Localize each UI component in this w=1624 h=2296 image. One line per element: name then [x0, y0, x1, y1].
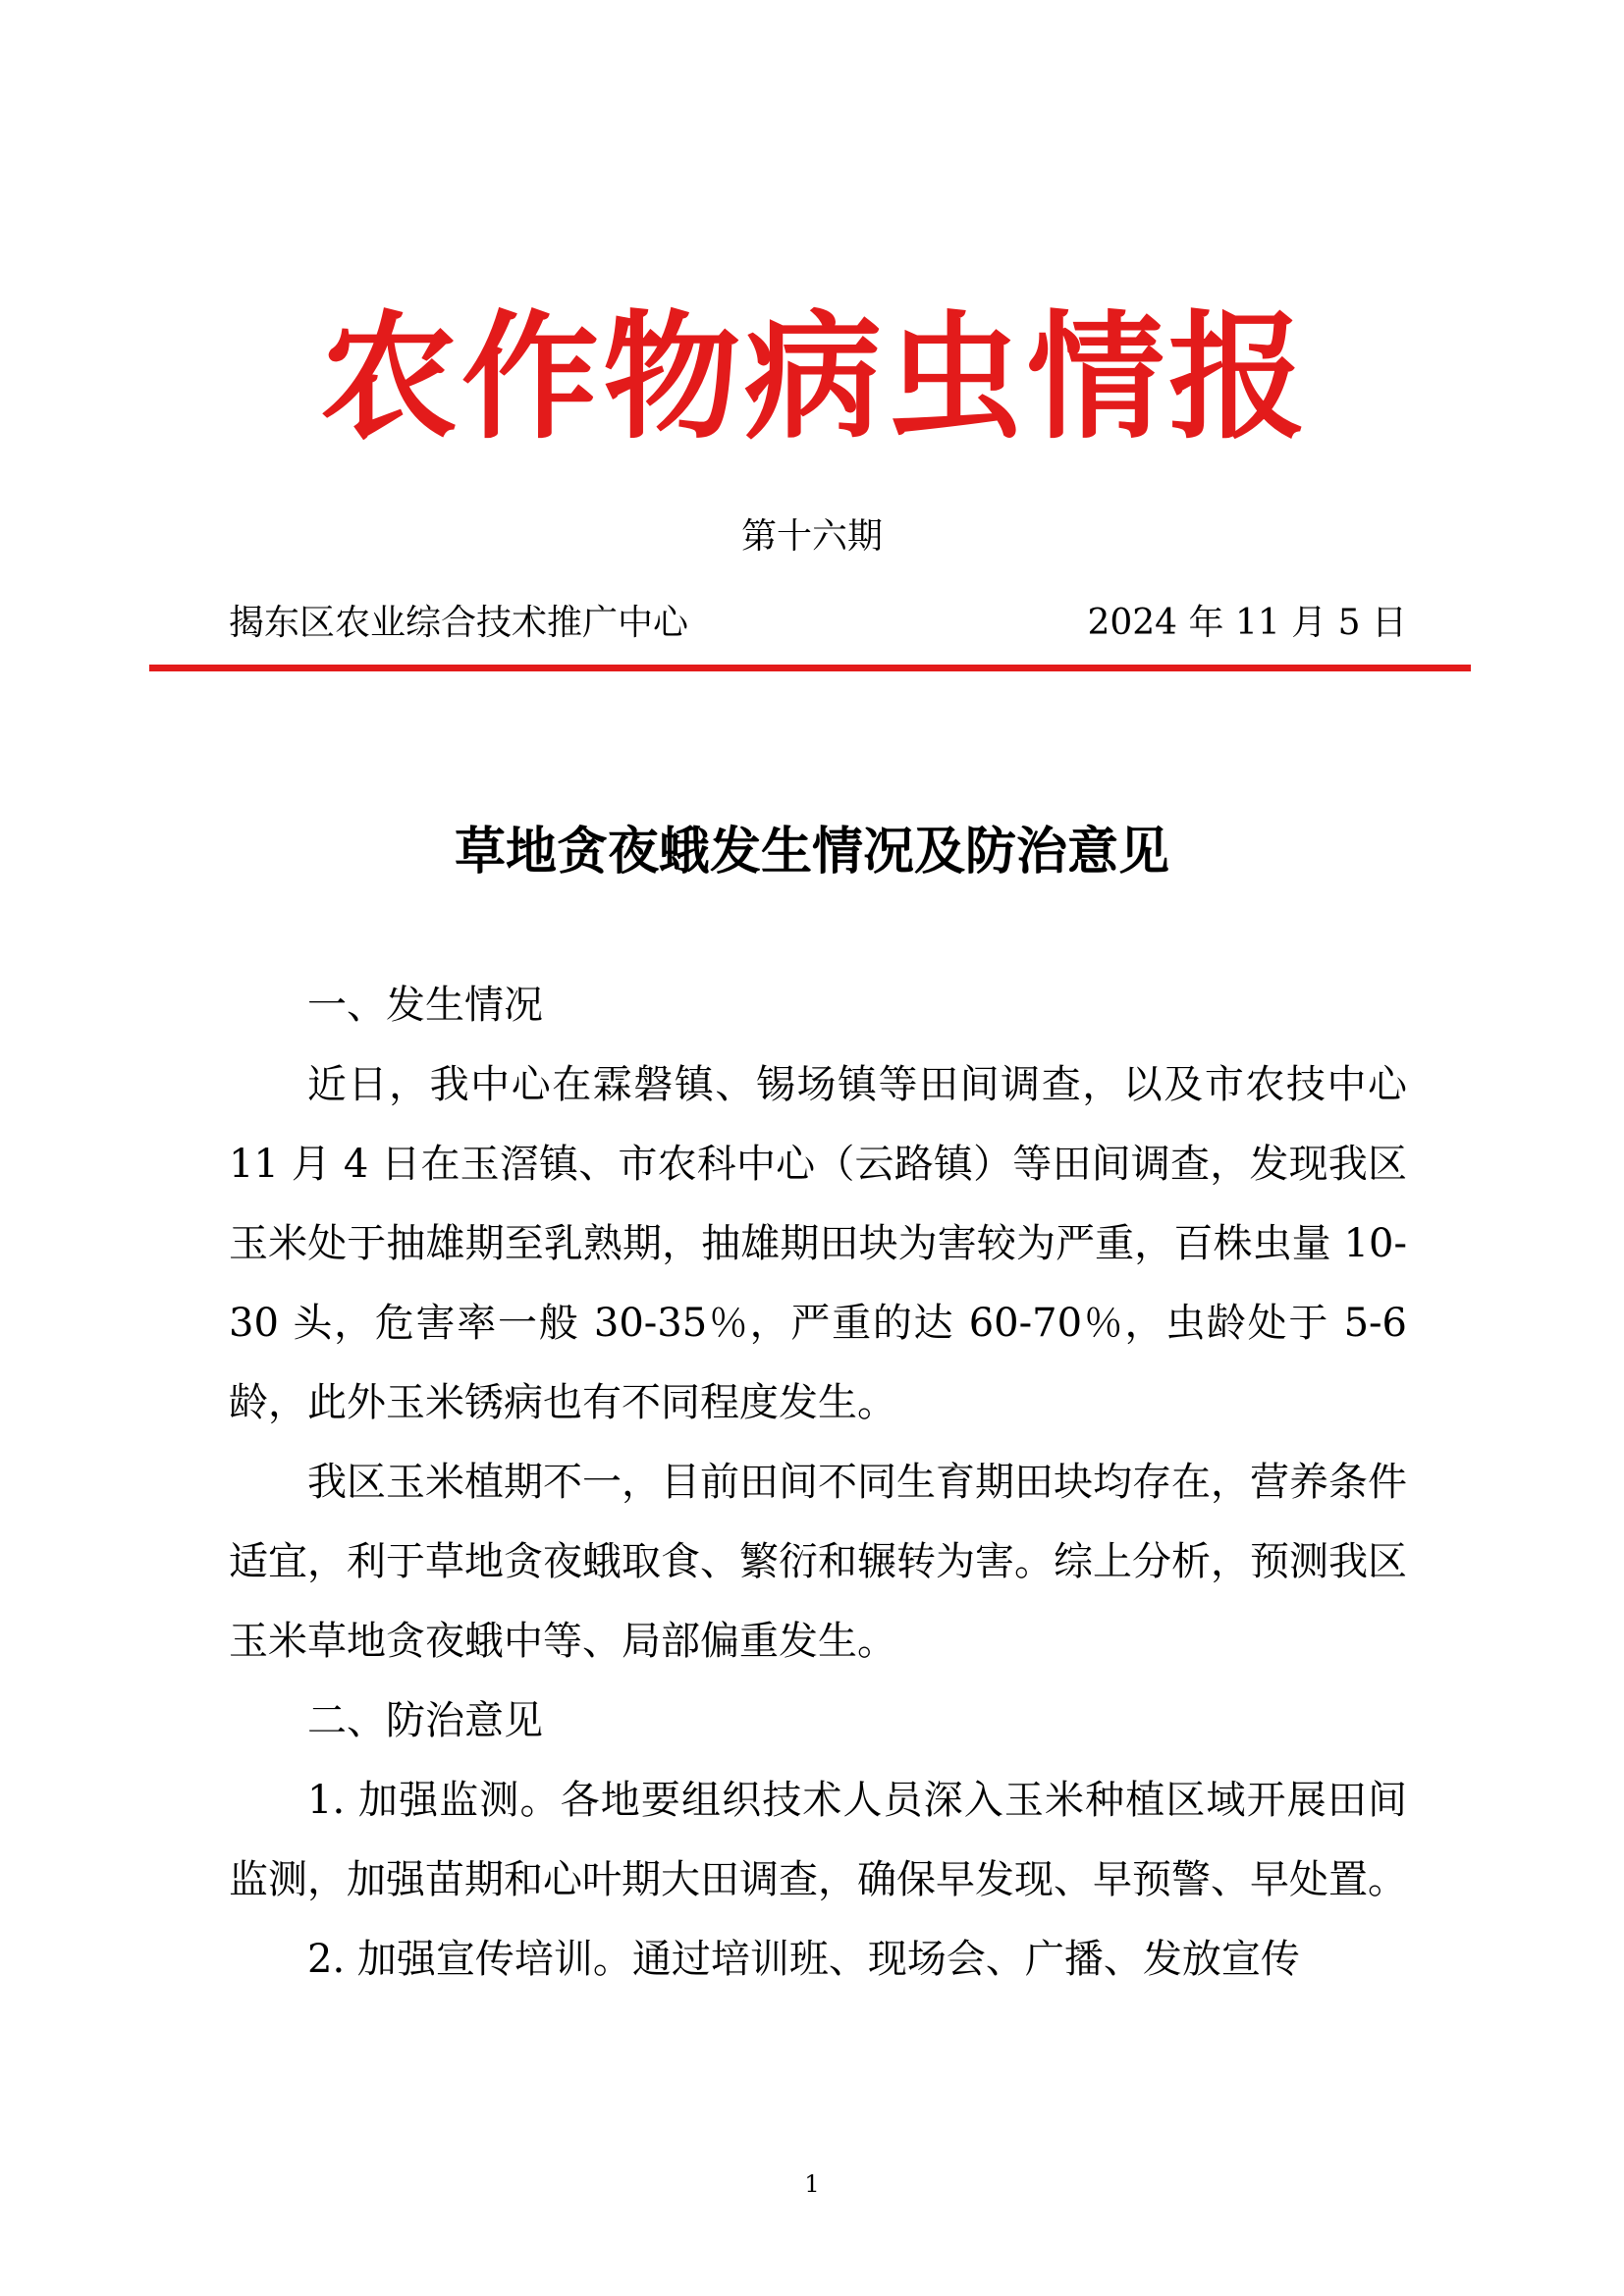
- masthead-title: 农作物病虫情报: [319, 297, 1310, 458]
- section-heading-control: 二、防治意见: [307, 1698, 543, 1743]
- issue-date: 2024 年 11 月 5 日: [1087, 603, 1407, 643]
- issue-number: 第十六期: [740, 516, 883, 557]
- organization-name: 揭东区农业综合技术推广中心: [229, 603, 689, 643]
- paragraph-occurrence-1: 近日，我中心在霖磐镇、锡场镇等田间调查，以及市农技中心 11 月 4 日在玉滘镇、市农科中心（云路镇）等田间调查，发现我区玉米处于抽雄期至乳熟期，抽雄期田块为害较为严重，百株虫量 10-30 头，危害率一般 30-35％，严重的达 60-70％，虫龄处于 5-6 龄，此外玉米锈病也有不同程度发生。: [229, 1062, 1407, 1425]
- paragraph-control-2: 2. 加强宣传培训。通过培训班、现场会、广播、发放宣传: [307, 1937, 1300, 1982]
- meta-row: [229, 599, 1407, 648]
- document-body: [229, 966, 1407, 2000]
- paragraph-control-1: 1. 加强监测。各地要组织技术人员深入玉米种植区域开展田间监测，加强苗期和心叶期大田调查，确保早发现、早预警、早处置。: [229, 1778, 1407, 1902]
- section-heading-occurrence: 一、发生情况: [307, 983, 543, 1028]
- document-title: 草地贪夜蛾发生情况及防治意见: [454, 823, 1169, 881]
- page-number: 1: [804, 2170, 820, 2198]
- paragraph-occurrence-2: 我区玉米植期不一，目前田间不同生育期田块均存在，营养条件适宜，利于草地贪夜蛾取食、繁衍和辗转为害。综上分析，预测我区玉米草地贪夜蛾中等、局部偏重发生。: [229, 1460, 1407, 1664]
- red-divider: [149, 665, 1471, 671]
